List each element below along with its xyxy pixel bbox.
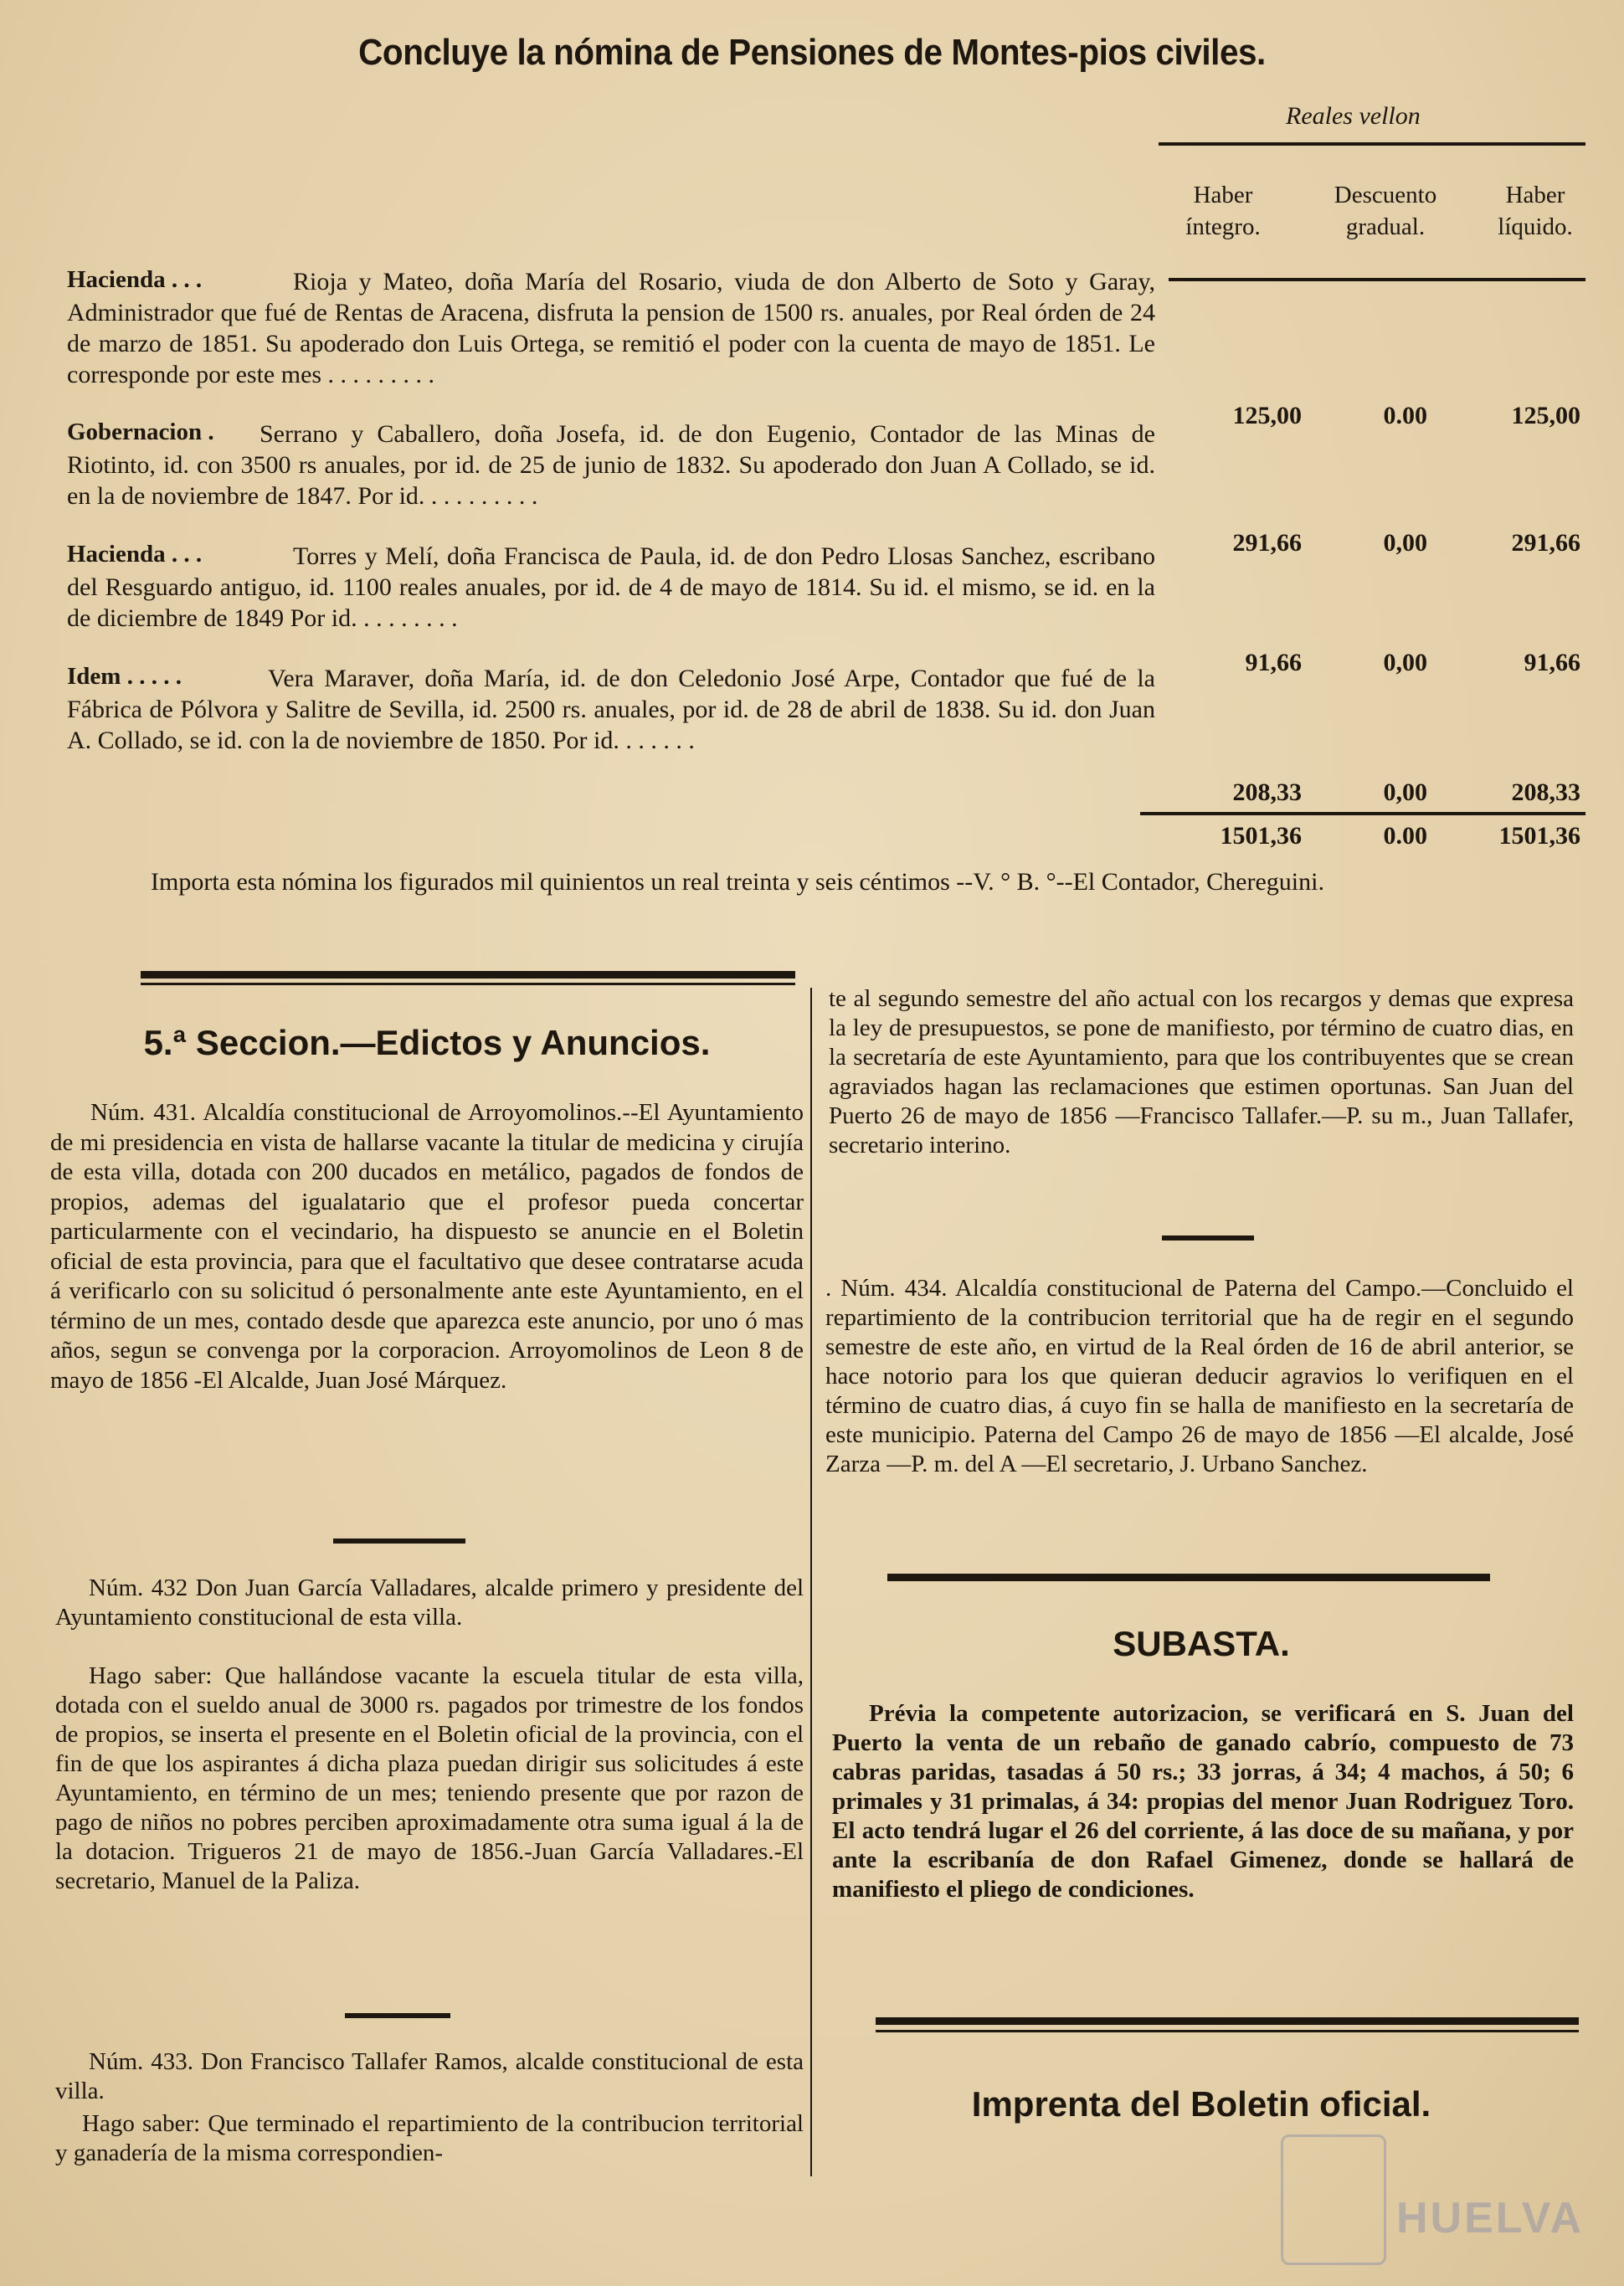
archive-watermark: HUELVA — [1396, 2194, 1585, 2242]
pension-entry — [67, 266, 1155, 390]
entry-department: Hacienda . . . — [67, 266, 203, 293]
total-descuento: 0.00 — [1383, 822, 1427, 850]
pension-entry — [67, 663, 1155, 756]
pension-entry — [67, 419, 1155, 511]
edict-433-body: Hago saber: Que terminado el repartimiento de la contribucion territorial y ganadería de la misma correspondien- — [55, 2110, 804, 2166]
archive-seal-icon — [1281, 2134, 1386, 2265]
imprenta-divider — [876, 2017, 1579, 2025]
edict-432-body: Hago saber: Que hallándose vacante la escuela titular de esta villa, dotada con el sueldo anual de 3000 rs. pagados por trimestre de los fondos de propios, se inserta el presente en el Boletin oficial de la provincia, con el fin de que los aspirantes á dicha plaza puedan dirigir sus solicitudes á este Ayuntamiento, en término de un mes; teniendo presente que por razon de pago de niños no pobres perciben aproximadamente otra suma igual á la de la dotacion. Trigueros 21 de mayo de 1856.-Juan García Valladares.-El secretario, Manuel de la Paliza. — [55, 1662, 804, 1894]
edict-separator — [333, 1539, 465, 1544]
amount-liquido: 291,66 — [1511, 529, 1580, 557]
section-heading: 5.ª Seccion.—Edictos y Anuncios. — [143, 1023, 711, 1062]
section-divider-left-thin — [141, 983, 795, 985]
amount-liquido: 208,33 — [1511, 778, 1580, 806]
pension-entry — [67, 541, 1155, 634]
page-title: Concluye la nómina de Pensiones de Montes-pios civiles. — [358, 32, 1266, 73]
imprenta-divider-thin — [876, 2030, 1579, 2032]
edict-separator — [1162, 1235, 1254, 1241]
amount-liquido: 91,66 — [1524, 649, 1580, 676]
entry-department: Hacienda . . . — [67, 541, 203, 568]
edict-separator — [345, 2013, 450, 2018]
amount-integro: 91,66 — [1245, 649, 1302, 676]
column-divider — [810, 988, 812, 2176]
amount-descuento: 0.00 — [1383, 402, 1427, 429]
subasta-divider — [887, 1574, 1490, 1581]
section-divider-left — [141, 971, 795, 979]
amount-descuento: 0,00 — [1383, 529, 1427, 557]
column-header-rule — [1169, 278, 1585, 281]
totals-rule — [1140, 812, 1585, 815]
entry-text: Vera Maraver, doña María, id. de don Celedonio José Arpe, Contador que fué de la Fábrica de Pólvora y Salitre de Sevilla, id. 2500 rs. anuales, por id. de 28 de abril de 1838. Su id. don Juan A. Collado, se id. con la de noviembre de 1850. Por id. . . . . . . — [67, 665, 1155, 754]
amount-integro: 125,00 — [1232, 402, 1302, 429]
column-header-descuento: Descuento gradual. — [1334, 182, 1437, 240]
edict-433-continued: te al segundo semestre del año actual con los recargos y demas que expresa la ley de presupuestos, se pone de manifiesto, por término de cuatro dias, en la secretaría de este Ayuntamiento, para que los contribuyentes que se crean agraviados hagan las reclamaciones que estimen oportunas. San Juan del Puerto 26 de mayo de 1856 —Francisco Tallafer.—P. su m., Juan Tallafer, secretario interino. — [829, 985, 1574, 1158]
edict-432-heading: Núm. 432 Don Juan García Valladares, alcalde primero y presidente del Ayuntamiento constitucional de esta villa. — [55, 1575, 804, 1631]
edict-434: . Núm. 434. Alcaldía constitucional de Paterna del Campo.—Concluido el repartimiento de la contribucion territorial que ha de regir en el segundo semestre de este año, en virtud de la Real órden de 16 de abril anterior, se hace notorio para los que quieran deducir agravios lo verifiquen en el término de cuatro dias, á cuyo fin se halla de manifiesto en la secretaría de este municipio. Paterna del Campo 26 de mayo de 1856 —El alcalde, José Zarza —P. m. del A —El secretario, J. Urbano Sanchez. — [825, 1275, 1574, 1477]
entry-department: Idem . . . . . — [67, 663, 182, 690]
edict-431: Núm. 431. Alcaldía constitucional de Arroyomolinos.--El Ayuntamiento de mi presidencia en vista de hallarse vacante la titular de medicina y cirujía de esta villa, dotada con 200 ducados en metálico, pagados de fondos de propios, ademas del igualatario que el profesor pueda concertar particularmente con el vecindario, ha dispuesto se anuncie en el Boletin oficial de esta provincia, para que el facultativo que desee contratarse acuda á verificarlo con su solicitud ó personalmente ante este Ayuntamiento, en el término de un mes, contado desde que aparezca este anuncio, por uno ó mas años, segun se convenga por la corporacion. Arroyomolinos de Leon 8 de mayo de 1856 -El Alcalde, Juan José Márquez. — [50, 1099, 804, 1394]
amount-descuento: 0,00 — [1383, 778, 1427, 806]
edict-433-heading: Núm. 433. Don Francisco Tallafer Ramos, alcalde constitucional de esta villa. — [55, 2048, 804, 2104]
total-liquido: 1501,36 — [1498, 822, 1580, 850]
amount-descuento: 0,00 — [1383, 649, 1427, 676]
total-integro: 1501,36 — [1220, 822, 1302, 850]
header-rule — [1159, 142, 1585, 146]
subasta-heading: SUBASTA. — [1113, 1624, 1290, 1663]
entry-department: Gobernacion . — [67, 419, 214, 445]
currency-label: Reales vellon — [1286, 102, 1421, 130]
entry-text: Rioja y Mateo, doña María del Rosario, viuda de don Alberto de Soto y Garay, Administrador que fué de Rentas de Aracena, disfruta la pension de 1500 rs. anuales, por Real órden de 24 de marzo de 1851. Su apoderado don Luis Ortega, se remitió el poder con la cuenta de mayo de 1851. Le corresponde por este mes . . . . . . . . . — [67, 268, 1155, 388]
subasta-text: Prévia la competente autorizacion, se verificará en S. Juan del Puerto la venta de un rebaño de ganado cabrío, compuesto de 73 cabras paridas, tasadas á 50 rs.; 33 jorras, á 34; 4 machos, á 50; 6 primales y 31 primalas, á 34: propias del menor Juan Rodriguez Toro. El acto tendrá lugar el 26 del corriente, á las doce de su mañana, y por ante la escribanía de don Rafael Gimenez, donde se hallará de manifiesto el pliego de condiciones. — [832, 1700, 1574, 1903]
amount-liquido: 125,00 — [1511, 402, 1580, 429]
column-header-integro: Haber íntegro. — [1185, 182, 1261, 240]
column-header-liquido: Haber líquido. — [1498, 182, 1573, 240]
amount-integro: 291,66 — [1232, 529, 1302, 557]
amount-integro: 208,33 — [1232, 778, 1302, 806]
entry-text: Torres y Melí, doña Francisca de Paula, id. de don Pedro Llosas Sanchez, escribano del Resguardo antiguo, id. 1100 reales anuales, por id. de 4 de mayo de 1814. Su id. el mismo, se id. en la de diciembre de 1849 Por id. . . . . . . . . — [67, 542, 1155, 632]
importa-note: Importa esta nómina los figurados mil quinientos un real treinta y seis céntimos --V. ° B. °--El Contador, Chereguini. — [151, 868, 1324, 896]
entry-text: Serrano y Caballero, doña Josefa, id. de don Eugenio, Contador de las Minas de Riotinto, id. con 3500 rs anuales, por id. de 25 de junio de 1832. Su apoderado don Juan A Collado, se id. en la de noviembre de 1847. Por id. . . . . . . . . . — [67, 420, 1155, 510]
imprenta-footer: Imprenta del Boletin oficial. — [971, 2084, 1431, 2124]
